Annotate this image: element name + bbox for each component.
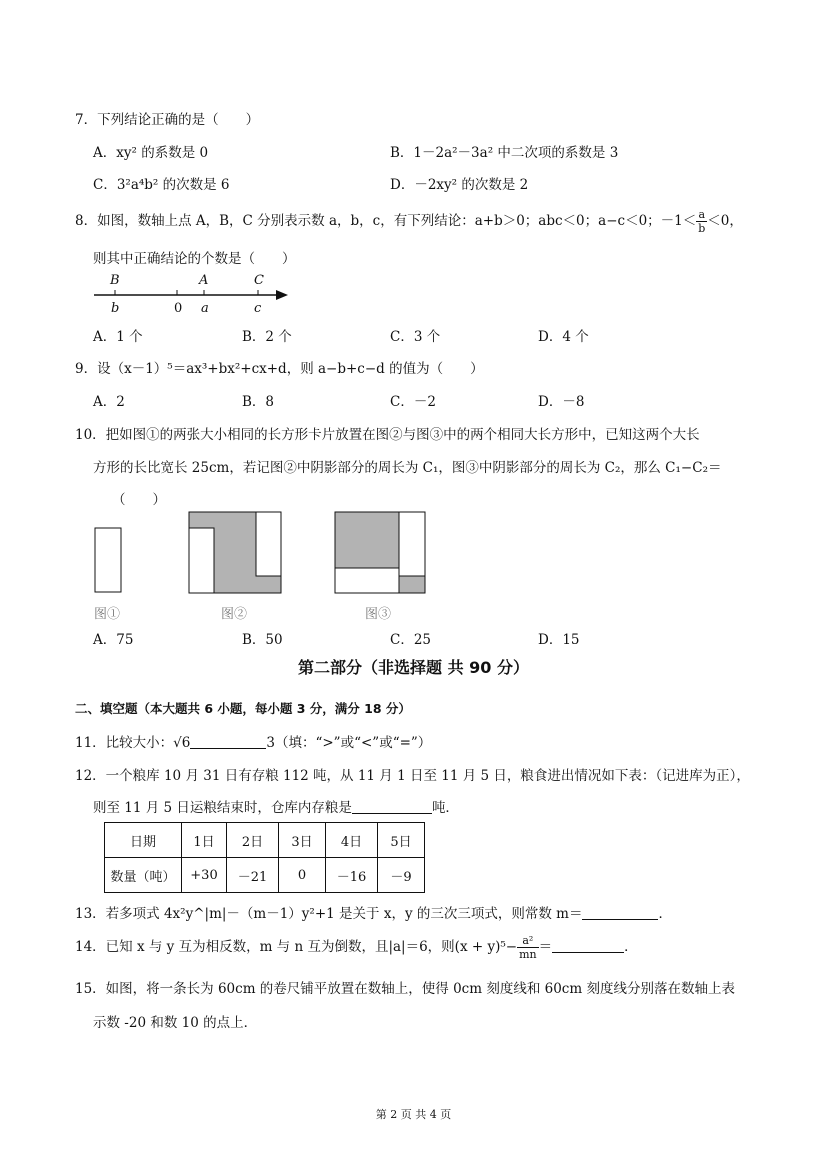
q15-line1: 15．如图，将一条长为 60cm 的卷尺铺平放置在数轴上，使得 0cm 刻度线和 60cm 刻度线分别落在数轴上表 [75,981,735,997]
q10-option-c: C．25 [390,632,432,648]
figure-1-label: 图① [94,607,121,622]
q8-frac-den: b [698,222,706,235]
q9-option-b: B．8 [242,394,275,410]
table-cell: －16 [326,858,378,893]
q13 [75,902,672,922]
grain-table [104,822,425,893]
table-cell: 3日 [279,823,326,858]
card-vertical [399,512,425,576]
number-line-figure [90,272,300,322]
q14 [75,934,638,961]
q14-frac-num: a² [517,934,539,948]
figure-2 [188,511,284,595]
q12-line2 [93,796,459,816]
q8-stem-prefix: 8．如图，数轴上点 A，B，C 分别表示数 a，b，c，有下列结论：a+b＞0；abc＜0；a−c＜0；－1＜ [75,213,697,229]
q14-frac-den: mn [519,948,537,961]
q11-prefix: 11．比较大小：√6 [75,735,191,751]
q13-answer-blank[interactable] [582,907,658,920]
q13-suffix: ． [658,906,672,922]
card-bottom [335,568,399,593]
q10-line3: （ ） [112,492,166,508]
q14-answer-blank[interactable] [552,940,624,953]
table-cell: +30 [182,858,227,893]
q12-line2-suffix: 吨． [431,800,459,816]
q9-stem: 9．设（x－1）⁵＝ax³+bx²+cx+d，则 a−b+c−d 的值为（ ） [75,361,484,377]
point-C-label: C [254,273,264,288]
q8-stem-suffix: ＜0， [707,213,743,229]
number-line-arrow [276,290,288,300]
value-zero-label: 0 [174,301,183,316]
table-cell: 1日 [182,823,227,858]
q8-frac-num: a [696,208,707,222]
section-title: 第二部分（非选择题 共 90 分） [298,658,529,677]
q7-option-b: B．1－2a²－3a² 中二次项的系数是 3 [390,145,619,161]
table-cell: 2日 [227,823,279,858]
q10-line2: 方形的长比宽长 25cm，若记图②中阴影部分的周长为 C₁，图③中阴影部分的周长为 C₂，那么 C₁−C₂＝ [93,460,722,476]
table-cell: 4日 [326,823,378,858]
q8-stem [75,208,743,235]
q7-option-a: A．xy² 的系数是 0 [93,145,209,161]
card-left [189,528,214,593]
q9-option-a: A．2 [93,394,125,410]
point-A-label: A [199,273,209,288]
table-header-row [105,823,425,858]
figure-2-label: 图② [221,607,248,622]
q12-line2-prefix: 则至 11 月 5 日运粮结束时，仓库内存粮是 [93,800,352,816]
q10-option-d: D．15 [538,632,580,648]
q13-prefix: 13．若多项式 4x²y^|m|－（m－1）y²+1 是关于 x，y 的三次三项式，则常数 m＝ [75,906,583,922]
q11-answer-blank[interactable] [190,736,266,749]
table-cell: 数量（吨） [105,858,182,893]
q7-option-d: D．－2xy² 的次数是 2 [390,177,529,193]
page-footer: 第 2 页 共 4 页 [375,1108,452,1121]
q8-stem-line2: 则其中正确结论的个数是（ ） [93,251,296,267]
q10-option-a: A．75 [93,632,134,648]
table-cell: －21 [227,858,279,893]
q10-option-b: B．50 [242,632,283,648]
q7-option-c: C．3²a⁴b² 的次数是 6 [93,177,230,193]
card-rectangle [95,528,121,592]
figure-3-label: 图③ [365,607,392,622]
q7-stem: 7．下列结论正确的是（ ） [75,112,260,128]
card-right [256,512,281,576]
q11-suffix: 3（填：“>”或“<”或“=”） [266,735,432,751]
q9-option-c: C．－2 [390,394,436,410]
q9-option-d: D．－8 [538,394,585,410]
table-cell: 日期 [105,823,182,858]
table-cell: 5日 [378,823,425,858]
table-cell: 0 [279,858,326,893]
figure-3 [334,511,428,595]
q10-line1: 10．把如图①的两张大小相同的长方形卡片放置在图②与图③中的两个相同大长方形中，已知这两个大长 [75,427,700,443]
fill-section-title: 二、填空题（本大题共 6 小题，每小题 3 分，满分 18 分） [75,701,411,716]
point-B-label: B [110,273,120,288]
q14-fraction [517,934,539,961]
q14-prefix: 14．已知 x 与 y 互为相反数，m 与 n 互为倒数，且|a|＝6，则(x + y)⁵− [75,939,518,955]
q8-option-d: D．4 个 [538,329,589,345]
value-b-label: b [111,301,120,316]
q8-option-c: C．3 个 [390,329,441,345]
table-cell: －9 [378,858,425,893]
value-a-label: a [201,301,209,316]
q14-suffix: ． [624,939,638,955]
q14-mid: ＝ [538,939,553,955]
table-row [105,858,425,893]
value-c-label: c [254,301,262,316]
q15-line2: 示数 -20 和数 10 的点上． [93,1015,258,1031]
q11 [75,731,431,751]
q8-option-b: B．2 个 [242,329,292,345]
q12-line1: 12．一个粮库 10 月 31 日有存粮 112 吨，从 11 月 1 日至 11 月 5 日，粮食进出情况如下表：（记进库为正）， [75,768,750,784]
q8-fraction [696,208,707,235]
q12-answer-blank[interactable] [352,801,432,814]
figure-1 [94,527,124,595]
q8-option-a: A．1 个 [93,329,143,345]
